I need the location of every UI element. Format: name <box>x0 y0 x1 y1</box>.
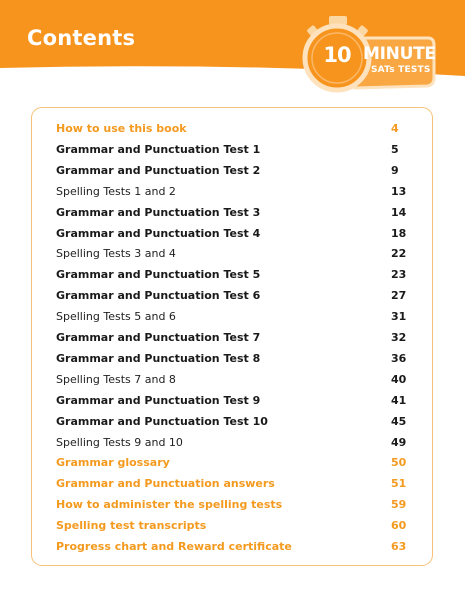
toc-entry <box>32 474 432 494</box>
toc-entry-page-number: 13 <box>391 184 407 198</box>
toc-entry-title: Grammar and Punctuation Test 9 <box>56 393 261 407</box>
toc-entry-page-number: 27 <box>391 289 407 303</box>
toc-entry <box>32 119 432 139</box>
toc-entry-title: How to administer the spelling tests <box>56 498 283 512</box>
toc-entry-page-number: 14 <box>391 205 407 219</box>
toc-entry-page-number: 31 <box>391 310 407 324</box>
toc-entry-page-number: 49 <box>391 435 407 449</box>
toc-entry-page-number: 45 <box>391 414 407 428</box>
toc-entry-title: Spelling Tests 1 and 2 <box>56 184 176 198</box>
toc-entry-page-number: 5 <box>391 142 399 156</box>
toc-entry-title: Spelling Tests 7 and 8 <box>56 372 176 386</box>
toc-entry-title: Grammar and Punctuation Test 10 <box>56 414 268 428</box>
toc-entry-title: Grammar glossary <box>56 456 170 470</box>
toc-entry-page-number: 23 <box>391 268 407 282</box>
toc-entry <box>32 244 432 264</box>
toc-entry-title: Grammar and Punctuation Test 1 <box>56 142 261 156</box>
page-title: Contents <box>27 26 136 50</box>
toc-entry-page-number: 18 <box>391 226 407 240</box>
toc-entry <box>32 537 432 557</box>
toc-entry-title: Grammar and Punctuation Test 2 <box>56 163 261 177</box>
toc-entry <box>32 182 432 202</box>
toc-entry-page-number: 63 <box>391 540 407 553</box>
toc-entry <box>32 307 432 327</box>
toc-entry-title: Progress chart and Reward certificate <box>56 540 292 553</box>
toc-entry <box>32 161 432 181</box>
toc-entry <box>32 265 432 285</box>
toc-entry <box>32 516 432 536</box>
toc-entry-page-number: 41 <box>391 393 407 407</box>
toc-entry-title: Spelling Tests 5 and 6 <box>56 310 176 324</box>
toc-entry <box>32 370 432 390</box>
toc-entry <box>32 349 432 369</box>
toc-entry <box>32 286 432 306</box>
toc-entry-page-number: 60 <box>391 519 407 533</box>
toc-entry-title: Grammar and Punctuation Test 5 <box>56 268 261 282</box>
badge-minute-text: MINUTE <box>363 44 436 64</box>
toc-entry-title: Grammar and Punctuation Test 7 <box>56 331 261 344</box>
toc-entry-title: Grammar and Punctuation Test 6 <box>56 289 261 303</box>
toc-entry-page-number: 4 <box>391 122 399 135</box>
toc-entry-page-number: 50 <box>391 456 407 470</box>
badge-number: 10 <box>323 43 351 67</box>
toc-entry-title: How to use this book <box>56 122 187 135</box>
badge-series-text: SATs TESTS <box>371 65 431 75</box>
contents-panel <box>31 107 433 566</box>
toc-entry-page-number: 59 <box>391 498 407 512</box>
toc-entry-page-number: 36 <box>391 351 407 365</box>
toc-entry-title: Spelling test transcripts <box>56 519 207 533</box>
toc-entry <box>32 433 432 453</box>
toc-entry <box>32 495 432 515</box>
toc-entry-title: Grammar and Punctuation Test 8 <box>56 351 261 365</box>
toc-entry-title: Spelling Tests 9 and 10 <box>56 435 183 449</box>
toc-entry <box>32 140 432 160</box>
toc-entry-page-number: 32 <box>391 331 407 344</box>
toc-entry <box>32 203 432 223</box>
toc-entry <box>32 391 432 411</box>
toc-entry <box>32 412 432 432</box>
toc-entry-title: Grammar and Punctuation answers <box>56 477 275 491</box>
toc-entry-page-number: 22 <box>391 247 407 261</box>
toc-entry <box>32 224 432 244</box>
toc-entry-page-number: 40 <box>391 372 407 386</box>
toc-entry-page-number: 51 <box>391 477 407 491</box>
toc-entry-title: Spelling Tests 3 and 4 <box>56 247 176 261</box>
toc-entry-title: Grammar and Punctuation Test 4 <box>56 226 261 240</box>
ten-minute-sats-badge <box>300 14 440 100</box>
toc-entry-title: Grammar and Punctuation Test 3 <box>56 205 261 219</box>
toc-entry <box>32 328 432 348</box>
toc-entry-page-number: 9 <box>391 163 399 177</box>
toc-entry <box>32 453 432 473</box>
